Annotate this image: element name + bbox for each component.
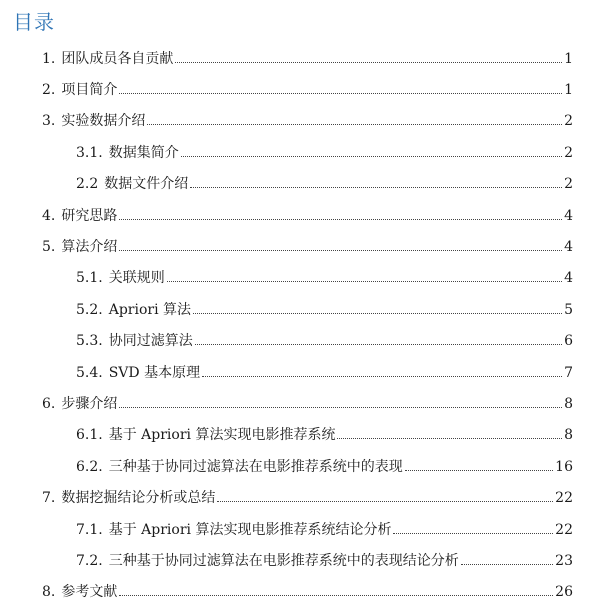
entry-number: 4.: [42, 207, 56, 224]
toc-entry-5-3[interactable]: [0, 326, 593, 357]
toc-entry-row: [42, 396, 573, 412]
toc-entry-row: [76, 302, 573, 318]
entry-title: 基于 Apriori 算法实现电影推荐系统: [108, 427, 336, 444]
entry-page-number: 4: [564, 239, 573, 256]
dot-leader: [405, 470, 553, 471]
toc-entry-6-1[interactable]: [0, 420, 593, 451]
dot-leader: [167, 281, 562, 282]
dot-leader: [190, 187, 562, 188]
entry-number: 6.: [42, 395, 56, 412]
dot-leader: [195, 344, 562, 345]
toc-title: 目录: [13, 10, 55, 34]
entry-title: 数据文件介绍: [104, 176, 189, 193]
entry-number: 3.1.: [76, 144, 103, 161]
entry-number: 2.: [42, 82, 56, 99]
toc-entry-8[interactable]: [0, 577, 593, 608]
entry-title: SVD 基本原理: [108, 364, 201, 381]
entry-page-number: 16: [555, 458, 573, 475]
toc-entry-5-1[interactable]: [0, 263, 593, 294]
toc-entry-5-4[interactable]: [0, 357, 593, 388]
entry-page-number: 4: [564, 207, 573, 224]
toc-entry-row: [42, 82, 573, 98]
toc-entry-7[interactable]: [0, 482, 593, 513]
entry-number: 3.: [42, 113, 56, 130]
toc-entry-row: [42, 208, 573, 224]
toc-entry-row: [76, 427, 573, 443]
toc-entry-row: [76, 459, 573, 475]
entry-page-number: 22: [555, 490, 573, 507]
entry-title: 算法介绍: [61, 239, 118, 256]
toc-list: [0, 43, 593, 608]
toc-entry-row: [42, 51, 573, 67]
entry-number: 8.: [42, 584, 56, 601]
entry-title: 实验数据介绍: [61, 113, 146, 130]
toc-entry-4[interactable]: [0, 200, 593, 231]
dot-leader: [175, 62, 562, 63]
entry-page-number: 2: [564, 176, 573, 193]
toc-entry-row: [76, 270, 573, 286]
entry-page-number: 2: [564, 144, 573, 161]
toc-entry-row: [76, 553, 573, 569]
entry-title: 团队成员各自贡献: [61, 50, 174, 67]
entry-title: 三种基于协同过滤算法在电影推荐系统中的表现结论分析: [108, 552, 459, 569]
entry-title: 步骤介绍: [61, 395, 118, 412]
entry-title: 参考文献: [61, 584, 118, 601]
toc-entry-6-2[interactable]: [0, 451, 593, 482]
toc-entry-2-2[interactable]: [0, 169, 593, 200]
entry-page-number: 6: [564, 333, 573, 350]
entry-title: 数据挖掘结论分析或总结: [61, 490, 216, 507]
entry-number: 5.: [42, 239, 56, 256]
toc-entry-row: [42, 490, 573, 506]
entry-number: 5.3.: [76, 333, 103, 350]
entry-page-number: 4: [564, 270, 573, 287]
entry-number: 5.4.: [76, 364, 103, 381]
entry-title: Apriori 算法: [108, 301, 192, 318]
toc-entry-3[interactable]: [0, 106, 593, 137]
dot-leader: [393, 533, 553, 534]
toc-entry-row: [42, 113, 573, 129]
entry-page-number: 26: [555, 584, 573, 601]
entry-number: 7.2.: [76, 552, 103, 569]
entry-page-number: 1: [564, 82, 573, 99]
entry-page-number: 1: [564, 50, 573, 67]
toc-entry-7-1[interactable]: [0, 514, 593, 545]
entry-page-number: 8: [564, 395, 573, 412]
entry-title: 基于 Apriori 算法实现电影推荐系统结论分析: [108, 521, 392, 538]
dot-leader: [193, 313, 562, 314]
dot-leader: [202, 376, 562, 377]
toc-entry-6[interactable]: [0, 388, 593, 419]
entry-page-number: 5: [564, 301, 573, 318]
entry-number: 6.1.: [76, 427, 103, 444]
dot-leader: [119, 250, 562, 251]
entry-number: 5.2.: [76, 301, 103, 318]
entry-number: 7.: [42, 490, 56, 507]
entry-page-number: 8: [564, 427, 573, 444]
toc-entry-7-2[interactable]: [0, 545, 593, 576]
entry-page-number: 7: [564, 364, 573, 381]
entry-number: 7.1.: [76, 521, 103, 538]
entry-number: 1.: [42, 50, 56, 67]
entry-title: 项目简介: [61, 82, 118, 99]
entry-number: 5.1.: [76, 270, 103, 287]
toc-entry-row: [42, 584, 573, 600]
dot-leader: [119, 407, 562, 408]
entry-title: 数据集简介: [108, 144, 179, 161]
toc-entry-5-2[interactable]: [0, 294, 593, 325]
dot-leader: [147, 124, 562, 125]
toc-entry-2[interactable]: [0, 74, 593, 105]
entry-number: 6.2.: [76, 458, 103, 475]
entry-title: 研究思路: [61, 207, 118, 224]
toc-entry-row: [42, 239, 573, 255]
dot-leader: [181, 156, 562, 157]
toc-entry-row: [76, 176, 573, 192]
dot-leader: [119, 595, 553, 596]
toc-entry-row: [76, 333, 573, 349]
dot-leader: [461, 564, 553, 565]
entry-title: 三种基于协同过滤算法在电影推荐系统中的表现: [108, 458, 403, 475]
dot-leader: [119, 219, 562, 220]
toc-entry-1[interactable]: [0, 43, 593, 74]
entry-number: 2.2: [76, 176, 99, 193]
toc-entry-row: [76, 522, 573, 538]
dot-leader: [337, 438, 562, 439]
toc-entry-3-1[interactable]: [0, 137, 593, 168]
toc-entry-row: [76, 365, 573, 381]
entry-title: 协同过滤算法: [108, 333, 193, 350]
dot-leader: [217, 501, 553, 502]
dot-leader: [119, 93, 562, 94]
entry-page-number: 22: [555, 521, 573, 538]
toc-entry-row: [76, 145, 573, 161]
toc-entry-5[interactable]: [0, 231, 593, 262]
entry-title: 关联规则: [108, 270, 165, 287]
entry-page-number: 23: [555, 552, 573, 569]
entry-page-number: 2: [564, 113, 573, 130]
